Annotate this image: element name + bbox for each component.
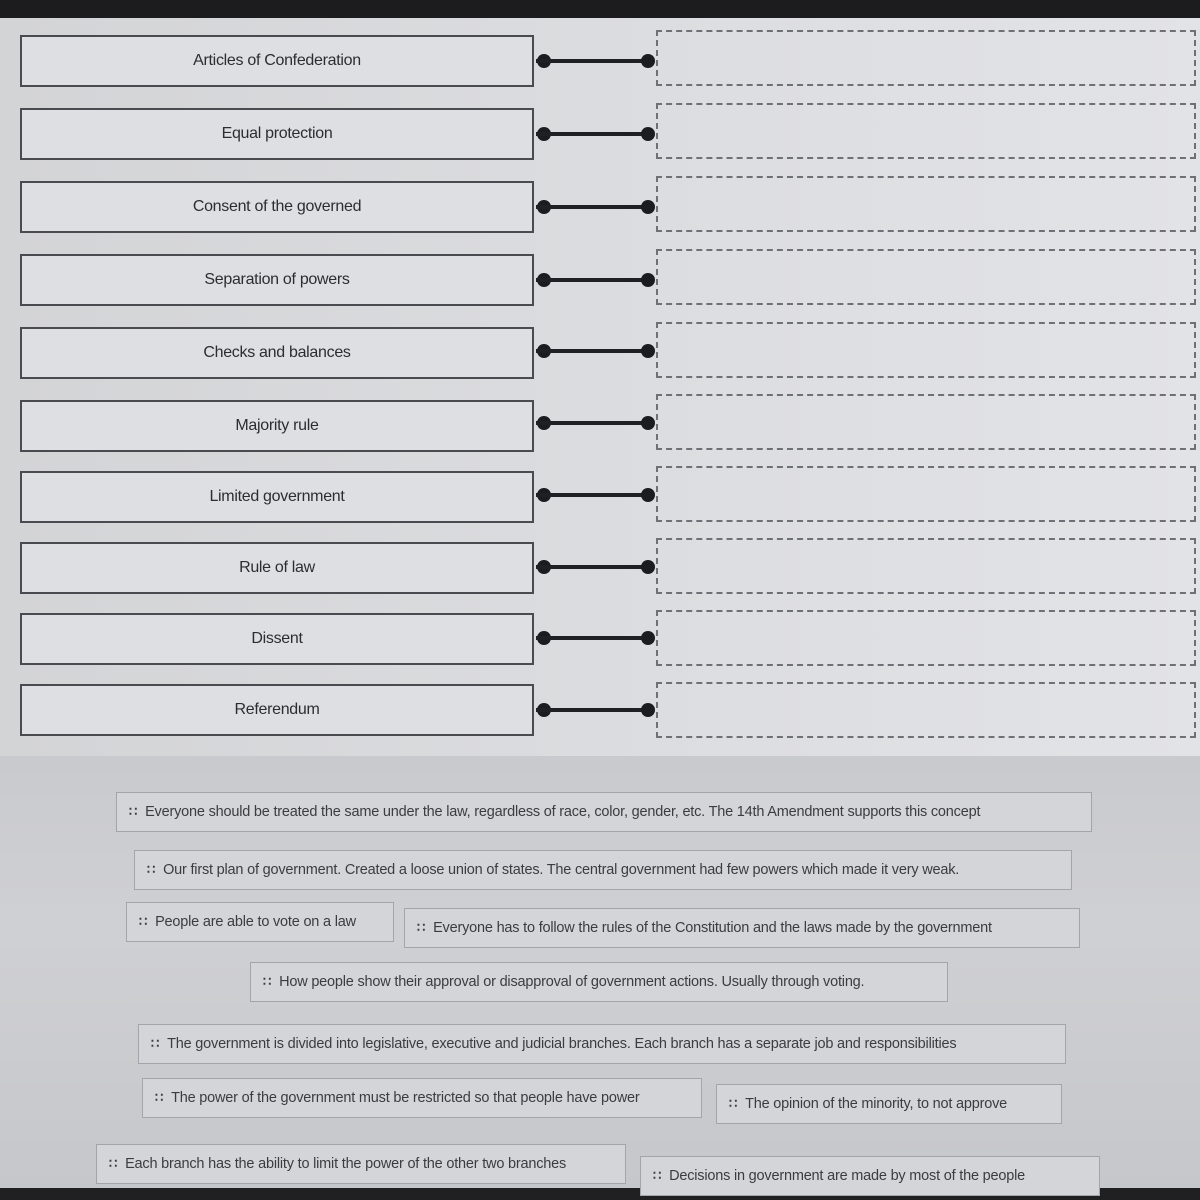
connector-line bbox=[536, 205, 648, 209]
term-checks-and-balances[interactable]: Checks and balances bbox=[20, 327, 534, 379]
definition-chip[interactable] bbox=[404, 908, 1080, 948]
term-consent-of-the-governed[interactable]: Consent of the governed bbox=[20, 181, 534, 233]
term-rule-of-law[interactable]: Rule of law bbox=[20, 542, 534, 594]
definition-chip[interactable] bbox=[138, 1024, 1066, 1064]
drag-handle-icon: ∷ bbox=[109, 1156, 118, 1171]
drag-handle-icon: ∷ bbox=[147, 862, 156, 877]
definition-chip[interactable] bbox=[640, 1156, 1100, 1196]
term-equal-protection[interactable]: Equal protection bbox=[20, 108, 534, 160]
definition-text: Each branch has the ability to limit the power of the other two branches bbox=[125, 1156, 567, 1172]
definition-text: The opinion of the minority, to not approve bbox=[745, 1096, 1008, 1112]
definition-text: People are able to vote on a law bbox=[155, 914, 356, 930]
connector-line bbox=[536, 278, 648, 282]
connector-line bbox=[536, 59, 648, 63]
definition-chip[interactable] bbox=[126, 902, 394, 942]
connector-end-dot[interactable] bbox=[641, 273, 655, 287]
definition-chip[interactable] bbox=[716, 1084, 1062, 1124]
definition-chip[interactable] bbox=[250, 962, 948, 1002]
connector-end-dot[interactable] bbox=[641, 54, 655, 68]
drop-target-5[interactable] bbox=[656, 322, 1196, 378]
connector-end-dot[interactable] bbox=[641, 631, 655, 645]
drag-handle-icon: ∷ bbox=[129, 804, 138, 819]
term-dissent[interactable]: Dissent bbox=[20, 613, 534, 665]
connector-end-dot[interactable] bbox=[641, 560, 655, 574]
connector-end-dot[interactable] bbox=[641, 703, 655, 717]
drag-handle-icon: ∷ bbox=[417, 920, 426, 935]
connector-end-dot[interactable] bbox=[641, 488, 655, 502]
drop-target-4[interactable] bbox=[656, 249, 1196, 305]
drag-handle-icon: ∷ bbox=[263, 974, 272, 989]
drag-handle-icon: ∷ bbox=[155, 1090, 164, 1105]
drop-target-9[interactable] bbox=[656, 610, 1196, 666]
drag-handle-icon: ∷ bbox=[729, 1096, 738, 1111]
definition-text: Everyone has to follow the rules of the Constitution and the laws made by the government bbox=[433, 920, 992, 936]
definition-text: The power of the government must be restricted so that people have power bbox=[171, 1090, 640, 1106]
drop-target-6[interactable] bbox=[656, 394, 1196, 450]
connector-line bbox=[536, 636, 648, 640]
connector-line bbox=[536, 132, 648, 136]
top-edge bbox=[0, 0, 1200, 18]
drop-target-2[interactable] bbox=[656, 103, 1196, 159]
definition-chip[interactable] bbox=[116, 792, 1092, 832]
definition-text: Our first plan of government. Created a loose union of states. The central government had few powers which made it very weak. bbox=[163, 862, 960, 878]
connector-end-dot[interactable] bbox=[641, 416, 655, 430]
connector-end-dot[interactable] bbox=[641, 344, 655, 358]
definition-text: Everyone should be treated the same under the law, regardless of race, color, gender, etc. The 14th Amendment supports this concept bbox=[145, 804, 981, 820]
term-separation-of-powers[interactable]: Separation of powers bbox=[20, 254, 534, 306]
drop-target-10[interactable] bbox=[656, 682, 1196, 738]
drop-target-8[interactable] bbox=[656, 538, 1196, 594]
definition-chip[interactable] bbox=[96, 1144, 626, 1184]
connector-end-dot[interactable] bbox=[641, 127, 655, 141]
connector-line bbox=[536, 565, 648, 569]
drop-target-7[interactable] bbox=[656, 466, 1196, 522]
definition-chip[interactable] bbox=[142, 1078, 702, 1118]
drop-target-1[interactable] bbox=[656, 30, 1196, 86]
connector-line bbox=[536, 493, 648, 497]
drag-handle-icon: ∷ bbox=[653, 1168, 662, 1183]
connector-end-dot[interactable] bbox=[641, 200, 655, 214]
connector-line bbox=[536, 708, 648, 712]
term-majority-rule[interactable]: Majority rule bbox=[20, 400, 534, 452]
definition-text: The government is divided into legislative, executive and judicial branches. Each branch has a separate job and responsibilities bbox=[167, 1036, 957, 1052]
definition-text: Decisions in government are made by most of the people bbox=[669, 1168, 1026, 1184]
term-limited-government[interactable]: Limited government bbox=[20, 471, 534, 523]
definition-chip[interactable] bbox=[134, 850, 1072, 890]
drop-target-3[interactable] bbox=[656, 176, 1196, 232]
drag-handle-icon: ∷ bbox=[139, 914, 148, 929]
definition-text: How people show their approval or disapproval of government actions. Usually through voting. bbox=[279, 974, 865, 990]
term-referendum[interactable]: Referendum bbox=[20, 684, 534, 736]
connector-line bbox=[536, 421, 648, 425]
drag-handle-icon: ∷ bbox=[151, 1036, 160, 1051]
connector-line bbox=[536, 349, 648, 353]
term-articles-of-confederation[interactable]: Articles of Confederation bbox=[20, 35, 534, 87]
